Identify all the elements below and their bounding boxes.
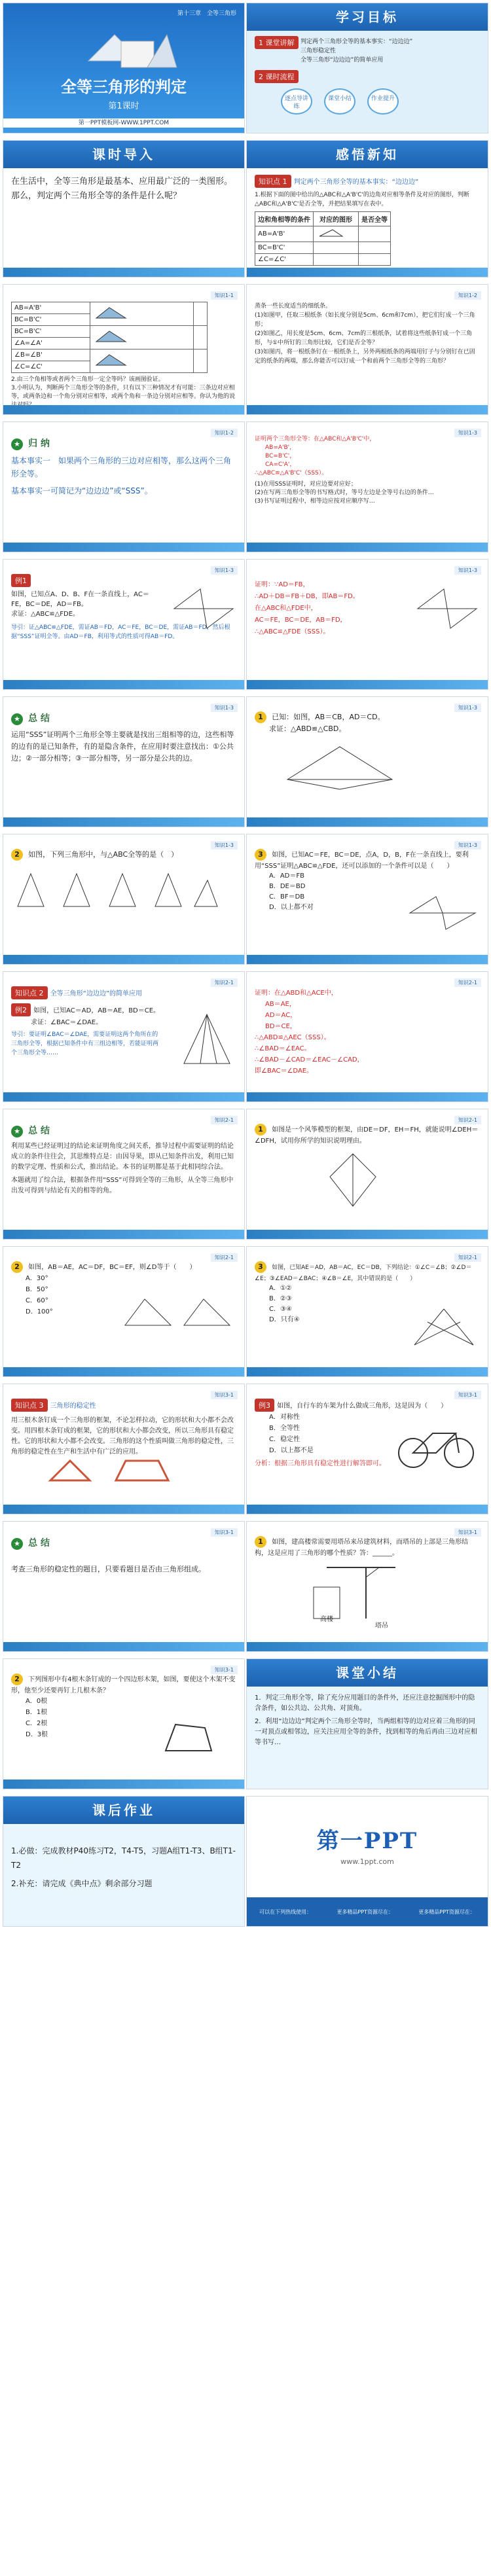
option-b[interactable]: B．DE＝BD [269,883,306,890]
table-cell: BC=B'C' [12,326,90,338]
slide-example-1[interactable] [3,559,245,690]
quad-figure [159,1718,218,1757]
option-c[interactable]: C．稳定性 [269,1436,300,1443]
activity-line: 蒸条一些长度适当的细纸条。 [255,303,332,310]
class-summary-title: 课堂小结 [247,1659,488,1687]
proof-line: ∴AD＋DB＝FB＋DB，即AB＝FD。 [255,593,359,600]
proof-line: 在△ABC和△FDE中， [255,605,318,612]
slide-class-summary[interactable] [246,1658,488,1789]
condition-table-2 [11,302,208,373]
exercise-number: 1 [255,711,266,723]
goal-tag-1: 1 课堂讲解 [255,36,299,49]
option-d[interactable]: D．100° [26,1308,53,1315]
flow-step-2[interactable]: 课堂小结 [324,88,355,115]
summary-tag: 总 结 [28,1538,50,1548]
page-label: 知识3-1 [454,1528,481,1537]
page-label: 知识1-3 [454,429,481,437]
footer-bar [247,1367,488,1376]
activity-line: (2)如图乙，用长度是5cm、6cm、7cm的三根纸条，试着将这些纸条钉成一个三角形，与①中所钉的三角形比较，它们是否全等？ [255,331,473,346]
triangle-icon [93,329,132,344]
summary-item: 2．利用“边边边”判定两个三角形全等时，当两组相等的边对应着三角形的同一对顶点或相邻边，应关注应用全等的条件，找到相等的角后再由三边对应相等书写… [255,1718,477,1746]
option-d[interactable]: D．以上都不对 [269,904,314,911]
table-cell: AB=A'B' [12,302,90,314]
knowledge-tag-text: 判定两个三角形全等的基本事实：“边边边” [293,179,419,186]
table-row: ∠C=∠C' [255,254,314,266]
footer-bar [247,1505,488,1514]
proof-line: AC＝FE，BC＝DE，AB＝FD， [255,617,347,624]
page-label: 知识2-1 [454,1253,481,1262]
cover-header: 第十三章 全等三角形 [177,10,236,17]
proof-line: ∴△ABC≌△FDE（SSS）。 [255,628,330,635]
knowledge-tag-text: 三角形的稳定性 [50,1403,96,1410]
summary-line: 基本事实一 如果两个三角形的三边对应相等，那么这两个三角形全等。 [11,456,232,478]
example-label: 例1 [11,574,31,587]
slide-summary-2[interactable] [3,696,245,827]
proof-line: BD＝CE， [265,1023,297,1030]
building-label: 高楼 [320,1616,333,1623]
kite-figure [320,1151,386,1209]
footer-bar [247,1230,488,1239]
slide-summary-4[interactable] [3,1521,245,1652]
page-label: 知识3-1 [211,1391,238,1399]
page-label: 知识1-3 [211,704,238,712]
exercise-figure [118,1293,236,1332]
example-answer: 分析：根据三角形具有稳定性进行解答即可。 [255,1460,386,1467]
triangle-icon [316,228,355,238]
proof-line: BC=B'C'， [265,453,296,459]
summary-body: 利用某些已经证明过的结论来证明角度之间关系，推导过程中需要证明的结论成立的条件往往会，其思维特点是：由因导果，即从已知条件出发，利用已知的数学定理、性质和公式，推出结论。本书的证明都是基于此相同综合法。 [11,1143,234,1171]
footer-bar [247,817,488,827]
page-label: 知识2-1 [454,1116,481,1124]
slide-intro[interactable] [3,140,245,277]
page-label: 知识1-3 [454,566,481,575]
cover-site: 第一PPT模板网-WWW.1PPT.COM [3,118,244,128]
exercise-question: 如图是一个风筝模型的框架，由DE＝DF，EH＝FH，就能说明∠DEH＝∠DFH，试用你所学的知识说明理由。 [255,1126,479,1145]
option-b[interactable]: B．②③ [269,1295,292,1302]
goal-tag-2: 2 课时流程 [255,70,299,83]
summary-icon: ★ [11,438,23,450]
proof-line: AB＝AE， [265,1001,296,1008]
exercise-number: 1 [255,1124,266,1136]
page-label: 知识1-3 [211,566,238,575]
proof-line: AB=A'B'， [265,444,296,451]
exercise-number: 2 [11,1673,23,1685]
example-line: 如图，已知点A、D、B、F在一条直线上，AC＝FE，BC＝DE，AD＝FB。 [11,591,149,608]
cover-shapes [75,22,180,74]
knowledge-question: 1.根据下面的图中给出的△ABC和△A'B'C'的边角对应相等条件及对应的图形，判断△ABC和△A'B'C'是否全等，并把结果填写在表中。 [255,192,469,207]
summary-body-2: 本题就用了综合法，根据条件用“SSS”可得到全等的三角形，从全等三角形中出发可得到与结论有关的相等的角。 [11,1177,234,1194]
option-c[interactable]: C．60° [26,1297,48,1304]
summary-tag: 归 纳 [28,438,50,449]
option-c[interactable]: C．2根 [26,1720,48,1727]
page-label: 知识1-3 [454,704,481,712]
option-d[interactable]: D．只有④ [269,1316,300,1323]
activity-line: (1)如图甲，任取三根纸条（如长度分别是5cm、6cm和7cm），把它们钉成一个三角形； [255,312,475,328]
option-d[interactable]: D．3根 [26,1731,48,1738]
page-label: 知识3-1 [211,1528,238,1537]
flow-step-3[interactable]: 作业提升 [367,88,399,115]
example-question: 如图，自行车的车架为什么做成三角形，这是因为（ ） [277,1403,448,1410]
example-label: 例2 [11,1003,31,1016]
slide-activity[interactable] [246,284,488,415]
flow-step-1[interactable]: 逐点导讲练 [281,88,312,115]
summary-body: 运用“SSS”证明两个三角形全等主要就是找出三组相等的边，这些相等的边有的是已知条件，有的是隐含条件，在应用时要注意找出：①公共边；②一部分相等；③一部分相等，另一部分是公共的边。 [11,730,234,762]
slide-example-3[interactable] [246,1384,488,1514]
table-cell: ∠C=∠C' [12,361,90,373]
example-label: 例3 [255,1399,274,1412]
page-label: 知识1-1 [211,291,238,300]
slide-stability[interactable] [3,1384,245,1514]
knowledge-tag-text: 全等三角形“边边边”的简单应用 [50,990,143,997]
summary-icon: ★ [11,1126,23,1137]
triangle-icon [93,352,132,368]
slide-cover[interactable] [3,3,245,134]
footer-bar [247,680,488,689]
footer-bar [247,1092,488,1101]
homework-title: 课后作业 [3,1797,244,1824]
footer-bar [3,1780,244,1789]
exercise-number: 2 [11,849,23,861]
slide-exercise-5[interactable] [3,1246,245,1377]
footer-bar [3,1230,244,1239]
th-congruent: 是否全等 [359,212,391,226]
table-row: BC=B'C' [255,242,314,254]
intro-body: 在生活中，全等三角形是最基本、应用最广泛的一类图形。那么，判定两个三角形全等的条件是什么呢？ [11,177,233,201]
stick-figure [44,1458,175,1484]
option-b[interactable]: B．全等性 [269,1425,300,1432]
option-b[interactable]: B．50° [26,1286,48,1293]
proof-note: (2)在写两三角形全等的书写格式时，等号左边是全等号右边的条件… [255,490,434,496]
exercise-line-2: 3.小明认为，判断两个三角形全等的条件，只有以下三种情况才有可能：三条边对应相等，或两条边和一个角分别对应相等，或两个角和一条边分别对应相等。你认为他的说 [11,385,236,400]
exercise-figure [281,740,399,793]
proof-line: 即∠BAC＝∠DAE。 [255,1067,314,1075]
knowledge-tag: 知识点 3 [11,1399,48,1412]
exercise-question: 如图，建高楼常需要用塔吊来吊建筑材料，而塔吊的上部是三角形结构，这是应用了三角形的哪个性质？答：______。 [255,1539,469,1557]
slide-exercise-4[interactable] [246,1109,488,1240]
slide-summary-3[interactable] [3,1109,245,1240]
footer-bar [3,405,244,414]
proof-line: AD＝AC， [265,1012,297,1019]
page-label: 知识2-1 [454,978,481,987]
slide-ending[interactable] [246,1796,488,1927]
slide-exercise-3[interactable] [246,834,488,965]
footer-bar [3,1367,244,1376]
footer-bar [3,817,244,827]
goal-item-2: 三角形稳定性 [300,48,336,54]
summary-icon: ★ [11,713,23,725]
th-figure: 对应的图形 [314,212,359,226]
crane-label: 塔吊 [375,1622,388,1630]
page-label: 知识2-1 [211,1253,238,1262]
example-question-2: 求证：∠BAC＝∠DAE。 [31,1019,103,1026]
slide-knowledge-1[interactable] [246,140,488,277]
slide-exercise-2[interactable] [3,834,245,965]
slide-exercise-6[interactable] [246,1246,488,1377]
proof-line: 证明：在△ABD和△ACE中， [255,990,338,997]
example-line: 求证：△ABC≌△FDE。 [11,611,80,618]
summary-body: 考查三角形的稳定性的题目，只要看题目是否由三角形组成。 [11,1565,206,1573]
proof-line: ∴△ABC≌△A'B'C'（SSS）。 [255,470,328,476]
slide-proof-2[interactable] [246,971,488,1102]
example-figure [177,1011,236,1070]
summary-line: 基本事实一可简记为“边边边”或“SSS”。 [11,486,153,495]
page-label: 知识1-3 [454,841,481,850]
footer-bar [247,955,488,964]
homework-item: 2.补充：请完成《典中点》剩余部分习题 [11,1879,153,1888]
cover-title: 全等三角形的判定 [61,77,187,96]
triangle-icon [93,305,132,321]
option-c[interactable]: C．③④ [269,1306,292,1313]
exercise-question: 如图，已知AC＝FE，BC＝DE，点A，D，B，F在一条直线上，要利用“SSS”证明△ABC≌△FDE，还可以添加的一个条件可以是（ ） [255,851,469,870]
option-d[interactable]: D．以上都不是 [269,1447,314,1454]
goals-title: 学习目标 [247,3,488,31]
exercise-figure [408,1306,480,1351]
footer-bar [3,1092,244,1101]
footer-bar [3,268,244,277]
option-a[interactable]: A．①② [269,1285,292,1292]
option-a[interactable]: A．AD＝FB [269,872,304,880]
page-label: 知识2-1 [211,978,238,987]
exercise-figure [407,893,479,933]
exercise-question: 如图，已知AE＝AD，AB＝AC，EC＝DB，下列结论：①∠C＝∠B；②∠D＝∠E；③∠EAD＝∠BAC；④∠B＝∠E，其中错误的是（ ） [255,1264,472,1282]
crane-icon [300,1561,399,1620]
proof-line: CA=C'A'， [265,461,296,468]
option-a[interactable]: A．0根 [26,1698,48,1705]
slide-proof-1[interactable] [246,559,488,690]
table-cell: BC=B'C' [12,314,90,326]
summary-item: 1．判定三角形全等，除了充分应用题目的条件外，还应注意挖掘图形中的隐含条件，如公共边、公共角、对顶角。 [255,1694,475,1712]
page-label: 知识1-2 [211,429,238,437]
example-question: 如图，已知AC＝AD，AB＝AE，BD＝CE。 [33,1007,160,1014]
example-hint: 导引：证△ABC≌△FDE，需证AB＝FD，AC＝FE，BC＝DE，需证AB＝FD，然后根据“SSS”证明全等。由AD＝FB，利用等式的性质可得AB＝FD。 [11,624,230,640]
intro-title: 课时导入 [3,141,244,168]
option-c[interactable]: C．BF＝DB [269,893,305,901]
slide-summary-1[interactable] [3,421,245,552]
goal-item-3: 全等三角形“边边边”的简单应用 [300,57,384,63]
slide-example-2[interactable] [3,971,245,1102]
page-label: 知识2-1 [211,1116,238,1124]
exercise-question-2: 求证：△ABD≌△CBD。 [269,724,346,733]
footer-link[interactable]: 可以在下列热线使用： [259,1908,312,1915]
exercise-number: 3 [255,1261,266,1273]
example-hint: 导引：要证明∠BAC＝∠DAE，需要证明这两个角所在的三角形全等，根据已知条件中有三组边相等，若能证明两个三角形全等…… [11,1031,159,1056]
exercise-line-1: 2.由三个角相等或者两个三角形一定全等吗？该画图验证。 [11,376,164,383]
footer-bar [3,1642,244,1651]
page-label: 知识3-1 [211,1666,238,1674]
exercise-question: 下列图形中有4根木条钉成的一个四边形木架，如图，要使这个木架不变形，他至少还要再钉上几根木条？ [11,1676,236,1694]
knowledge-title: 感悟新知 [247,141,488,168]
footer-bar [247,543,488,552]
footer-link[interactable]: 更多精品PPT资源尽在： [418,1908,475,1915]
proof-line: ∴∠BAD－∠CAD＝∠EAC－∠CAD， [255,1056,364,1064]
knowledge-tag: 知识点 2 [11,986,48,999]
footer-bar [3,1505,244,1514]
option-a[interactable]: A．30° [26,1275,48,1282]
goal-item-1: 判定两个三角形全等的基本事实：“边边边” [300,39,413,45]
proof-line: ∴∠BAD＝∠EAC。 [255,1045,311,1052]
proof-line: ∴△ABD≌△AEC（SSS）。 [255,1034,331,1041]
footer-bar [3,955,244,964]
brand-logo: 第一PPT [316,1828,418,1854]
slide-exercise-8[interactable] [3,1658,245,1789]
slide-exercise-1[interactable] [246,696,488,827]
summary-icon: ★ [11,1538,23,1550]
bicycle-icon [393,1417,479,1469]
exercise-question: 如图，AB＝AE，AC＝DF，BC＝EF，则∠D等于（ ） [28,1264,196,1271]
proof-line: 证明：∵AD＝FB， [255,581,310,588]
condition-table [255,211,391,266]
table-cell: ∠A=∠A' [12,338,90,349]
footer-bar [3,680,244,689]
proof-figure [414,586,480,632]
summary-tag: 总 结 [28,1126,50,1136]
activity-line: (3)如图丙，将一根纸条钉在一根纸条上，另外两根纸条的两端用钉子与分别钉在已固定的纸条的两端，那么你能否可以钉成一个和前两个三角形全等的三角形？ [255,349,475,365]
slide-exercise-7[interactable] [246,1521,488,1652]
table-row: AB=A'B' [255,226,314,242]
knowledge-tag: 知识点 1 [255,175,291,188]
slide-goals[interactable] [246,3,488,134]
exercise-question: 已知：如图，AB＝CB，AD＝CD。 [272,713,385,721]
option-a[interactable]: A．对称性 [269,1414,300,1421]
option-b[interactable]: B．1根 [26,1709,48,1716]
slide-proof-format[interactable] [246,421,488,552]
exercise-figure [11,867,221,913]
footer-bar [3,543,244,552]
brand-site[interactable]: www.1ppt.com [340,1857,394,1866]
slide-homework[interactable] [3,1796,245,1927]
exercise-number: 1 [255,1536,266,1548]
table-cell: ∠B=∠B' [12,349,90,361]
homework-item: 1.必做：完成教材P40练习T2，T4-T5，习题A组T1-T3、B组T1-T2 [11,1846,236,1870]
th-condition: 边和角相等的条件 [255,212,314,226]
example-figure [171,586,236,632]
stability-body: 用三根木条钉成一个三角形的框架，不论怎样拉动，它的形状和大小都不会改变。用四根木条钉成的框架，它的形状和大小都会改变，所以三角形具有稳定性。它的形状和大小都不会改变。三角形的这个性质叫做三角形的稳定性，三角形的稳定性在生产和生活中有广泛的应用。 [11,1417,234,1456]
footer-bar [247,268,488,277]
exercise-number: 2 [11,1261,23,1273]
footer-bar [247,405,488,414]
exercise-number: 3 [255,849,266,861]
footer-link[interactable]: 更多精品PPT资源尽在： [336,1908,393,1915]
page-label: 知识1-3 [211,841,238,850]
cube-shapes-icon [75,22,180,74]
proof-note: (3)书写证明过程中，相等边应按对应顺序写… [255,498,375,505]
proof-note: (1)在用SSS证明时，对应边要对应好； [255,481,357,488]
page-label: 知识1-2 [454,291,481,300]
proof-line: 证明两个三角形全等：在△ABC和△A'B'C'中， [255,436,376,442]
slide-table-2[interactable] [3,284,245,415]
page-label: 知识3-1 [454,1391,481,1399]
footer-bar [247,1642,488,1651]
exercise-question: 如图，下列三角形中，与△ABC全等的是（ ） [28,850,179,859]
summary-tag: 总 结 [28,713,50,724]
cover-lesson: 第1课时 [108,101,139,111]
